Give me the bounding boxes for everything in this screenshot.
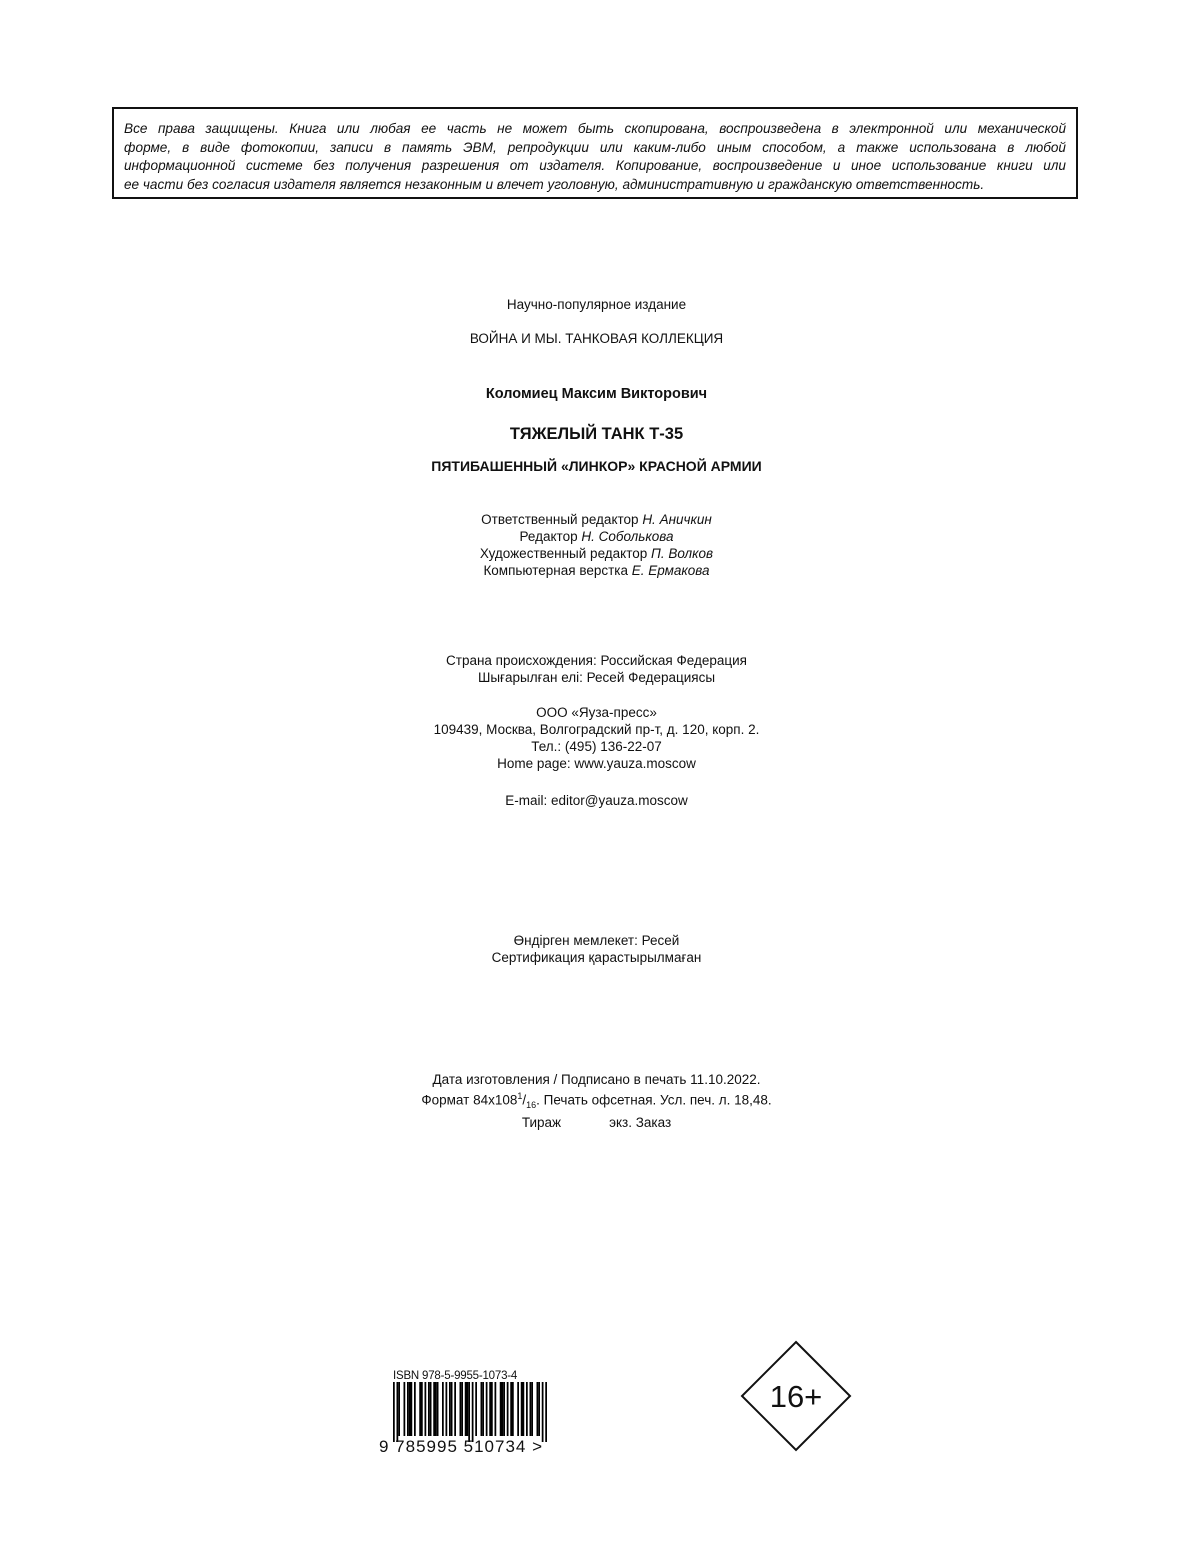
credit-role: Редактор xyxy=(519,529,578,544)
copyright-line: ее части без согласия издателя является незаконным и влечет уголовную, административную и гражданскую ответственность. xyxy=(124,176,985,192)
order-label: экз. Заказ xyxy=(609,1115,672,1131)
format-sub: 16 xyxy=(526,1100,537,1111)
credit-line xyxy=(0,511,1193,528)
publisher-block xyxy=(0,704,1193,772)
credit-role: Компьютерная верстка xyxy=(483,563,629,578)
format-sup: 1 xyxy=(517,1091,523,1101)
publisher-phone: Тел.: (495) 136-22-07 xyxy=(531,739,662,754)
tirage-line xyxy=(0,1114,1193,1131)
credits-list xyxy=(0,511,1193,579)
credit-line xyxy=(0,528,1193,545)
format-suffix: . Печать офсетная. Усл. печ. л. 18,48. xyxy=(536,1092,772,1108)
age-rating-text: 16+ xyxy=(769,1379,823,1414)
isbn-label: ISBN 978-5-9955-1073-4 xyxy=(393,1370,518,1382)
copyright-line: форме, в виде фотокопии, записи в память ЭВМ, репродукции или каким-либо иным способом, а также использована в любой xyxy=(124,139,1066,155)
credit-role: Художественный редактор xyxy=(479,546,648,561)
credit-role: Ответственный редактор xyxy=(481,512,639,527)
edition-type: Научно-популярное издание xyxy=(506,297,687,312)
credit-person: П. Волков xyxy=(651,546,714,561)
format-slash: / xyxy=(522,1092,527,1108)
barcode-digits: 9 785995 510734 > xyxy=(379,1437,544,1456)
certification-note: Сертификация қарастырылмаған xyxy=(491,950,702,965)
manufacturer-country: Өндірген мемлекет: Ресей xyxy=(513,933,680,948)
copyright-line: Все права защищены. Книга или любая ее часть не может быть скопирована, воспроизведена в электронной или механической xyxy=(124,121,1066,136)
credit-line xyxy=(0,562,1193,579)
series-title: ВОЙНА И МЫ. ТАНКОВАЯ КОЛЛЕКЦИЯ xyxy=(469,331,724,346)
tirage-label: Тираж xyxy=(521,1115,562,1131)
origin-country-ru: Страна происхождения: Российская Федерация xyxy=(446,653,747,668)
format-prefix: Формат 84x108 xyxy=(421,1092,518,1108)
credit-person: Е. Ермакова xyxy=(631,563,710,578)
publisher-email: E-mail: editor@yauza.moscow xyxy=(505,793,688,808)
origin-block xyxy=(0,652,1193,686)
imprint-block xyxy=(0,1071,1193,1131)
format-line xyxy=(0,1088,1193,1114)
author-name: Коломиец Максим Викторович xyxy=(485,386,708,402)
copyright-line: информационной системе без получения разрешения от издателя. Копирование, воспроизведение и иное использование книги или xyxy=(124,158,1066,173)
print-date: Дата изготовления / Подписано в печать 11.10.2022. xyxy=(432,1072,761,1087)
publisher-address: 109439, Москва, Волгоградский пр-т, д. 120, корп. 2. xyxy=(433,722,760,737)
publisher-name: ООО «Яуза-пресс» xyxy=(536,705,657,720)
copyright-notice xyxy=(112,107,1078,199)
credit-person: Н. Соболькова xyxy=(581,529,674,544)
publisher-homepage: Home page: www.yauza.moscow xyxy=(497,756,696,771)
book-title: ТЯЖЕЛЫЙ ТАНК Т-35 xyxy=(509,425,684,443)
book-subtitle: ПЯТИБАШЕННЫЙ «ЛИНКОР» КРАСНОЙ АРМИИ xyxy=(431,458,762,474)
kz-info-block xyxy=(0,932,1193,966)
credit-person: Н. Аничкин xyxy=(642,512,712,527)
origin-country-kz: Шығарылған елі: Ресей Федерациясы xyxy=(477,670,716,685)
credit-line xyxy=(0,545,1193,562)
age-rating-badge xyxy=(740,1340,852,1452)
